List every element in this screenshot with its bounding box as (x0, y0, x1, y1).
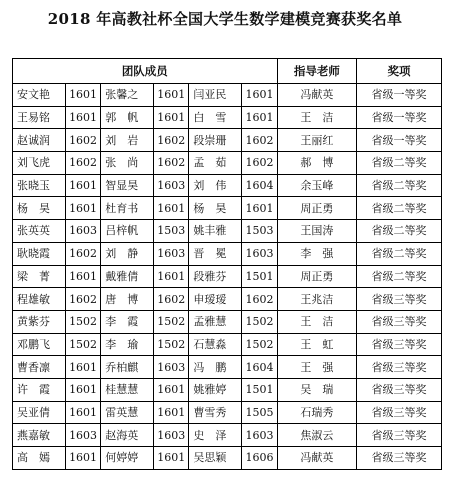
member-name: 黄紫芬 (13, 310, 66, 333)
award-level: 省级三等奖 (357, 333, 442, 356)
member-name: 杜育书 (101, 197, 154, 220)
award-header: 奖项 (357, 59, 442, 84)
member-class: 1601 (242, 197, 277, 220)
member-name: 曹雪秀 (189, 401, 242, 424)
member-class: 1601 (65, 197, 100, 220)
member-name: 梁 菁 (13, 265, 66, 288)
member-class: 1601 (154, 106, 189, 129)
advisor-name: 王 洁 (277, 106, 356, 129)
advisor-name: 冯献英 (277, 447, 356, 470)
table-row (13, 356, 442, 379)
member-class: 1601 (154, 401, 189, 424)
member-class: 1601 (65, 378, 100, 401)
member-name: 冯 鹏 (189, 356, 242, 379)
award-level: 省级一等奖 (357, 106, 442, 129)
member-name: 孟 茹 (189, 152, 242, 175)
member-class: 1602 (65, 242, 100, 265)
member-name: 刘 岩 (101, 129, 154, 152)
member-class: 1601 (242, 84, 277, 107)
member-class: 1501 (242, 265, 277, 288)
member-name: 姚雅婷 (189, 378, 242, 401)
member-name: 白 雪 (189, 106, 242, 129)
member-class: 1603 (242, 242, 277, 265)
member-name: 乔柏麒 (101, 356, 154, 379)
member-class: 1603 (154, 424, 189, 447)
member-name: 晋 冕 (189, 242, 242, 265)
member-name: 戴雅倩 (101, 265, 154, 288)
member-name: 张英英 (13, 220, 66, 243)
member-name: 张晓玉 (13, 174, 66, 197)
member-name: 赵诚润 (13, 129, 66, 152)
member-class: 1502 (242, 310, 277, 333)
member-class: 1601 (154, 197, 189, 220)
member-class: 1606 (242, 447, 277, 470)
member-name: 王易铭 (13, 106, 66, 129)
advisor-name: 冯献英 (277, 84, 356, 107)
member-name: 石慧淼 (189, 333, 242, 356)
advisor-name: 郝 博 (277, 152, 356, 175)
page-title: 2018 年高教社杯全国大学生数学建模竞赛获奖名单 (47, 10, 403, 28)
member-name: 郭 帆 (101, 106, 154, 129)
member-class: 1601 (154, 84, 189, 107)
table-row (13, 265, 442, 288)
member-class: 1502 (242, 333, 277, 356)
member-name: 史 泽 (189, 424, 242, 447)
member-class: 1602 (242, 288, 277, 311)
member-name: 吕梓帆 (101, 220, 154, 243)
member-name: 刘飞虎 (13, 152, 66, 175)
member-class: 1601 (65, 265, 100, 288)
award-level: 省级三等奖 (357, 378, 442, 401)
member-class: 1601 (154, 378, 189, 401)
member-name: 申瑷瑷 (189, 288, 242, 311)
member-class: 1603 (154, 242, 189, 265)
member-name: 雷英慧 (101, 401, 154, 424)
member-class: 1503 (154, 220, 189, 243)
member-class: 1601 (65, 401, 100, 424)
member-class: 1602 (242, 152, 277, 175)
advisor-name: 王国涛 (277, 220, 356, 243)
award-level: 省级三等奖 (357, 447, 442, 470)
award-table (12, 58, 442, 470)
award-level: 省级一等奖 (357, 84, 442, 107)
member-name: 段雅芬 (189, 265, 242, 288)
member-name: 何婷婷 (101, 447, 154, 470)
award-level: 省级二等奖 (357, 152, 442, 175)
award-level: 省级三等奖 (357, 288, 442, 311)
member-class: 1603 (242, 424, 277, 447)
member-name: 许 霞 (13, 378, 66, 401)
advisor-header: 指导老师 (277, 59, 356, 84)
advisor-name: 焦淑云 (277, 424, 356, 447)
table-row (13, 106, 442, 129)
header-row (13, 59, 442, 84)
team-members-header: 团队成员 (13, 59, 278, 84)
award-level: 省级二等奖 (357, 220, 442, 243)
award-level: 省级二等奖 (357, 174, 442, 197)
member-class: 1501 (242, 378, 277, 401)
member-class: 1602 (154, 288, 189, 311)
member-class: 1603 (65, 220, 100, 243)
member-class: 1505 (242, 401, 277, 424)
advisor-name: 王兆洁 (277, 288, 356, 311)
member-name: 吴思颖 (189, 447, 242, 470)
member-class: 1604 (242, 174, 277, 197)
member-class: 1502 (154, 333, 189, 356)
table-row (13, 152, 442, 175)
table-row (13, 288, 442, 311)
member-class: 1603 (65, 424, 100, 447)
member-name: 吴亚倩 (13, 401, 66, 424)
member-class: 1601 (65, 84, 100, 107)
member-name: 杨 昊 (189, 197, 242, 220)
member-class: 1601 (154, 447, 189, 470)
table-row (13, 129, 442, 152)
advisor-name: 王丽红 (277, 129, 356, 152)
advisor-name: 王 强 (277, 356, 356, 379)
award-table-body (13, 84, 442, 470)
member-class: 1601 (65, 356, 100, 379)
award-level: 省级三等奖 (357, 310, 442, 333)
award-level: 省级三等奖 (357, 424, 442, 447)
member-class: 1502 (154, 310, 189, 333)
member-name: 燕嘉敏 (13, 424, 66, 447)
table-row (13, 220, 442, 243)
member-class: 1602 (154, 152, 189, 175)
member-name: 唐 博 (101, 288, 154, 311)
award-level: 省级二等奖 (357, 197, 442, 220)
advisor-name: 王 虹 (277, 333, 356, 356)
table-row (13, 378, 442, 401)
member-name: 邓鹏飞 (13, 333, 66, 356)
advisor-name: 石瑞秀 (277, 401, 356, 424)
advisor-name: 吴 瑞 (277, 378, 356, 401)
member-name: 李 霞 (101, 310, 154, 333)
member-class: 1601 (65, 174, 100, 197)
member-class: 1602 (242, 129, 277, 152)
member-name: 耿晓霞 (13, 242, 66, 265)
award-level: 省级二等奖 (357, 265, 442, 288)
member-class: 1602 (65, 152, 100, 175)
table-row (13, 310, 442, 333)
member-name: 曹香凛 (13, 356, 66, 379)
advisor-name: 周正勇 (277, 197, 356, 220)
table-row (13, 242, 442, 265)
member-class: 1602 (65, 288, 100, 311)
award-level: 省级三等奖 (357, 401, 442, 424)
table-row (13, 401, 442, 424)
table-row (13, 84, 442, 107)
member-class: 1602 (154, 129, 189, 152)
member-class: 1602 (65, 129, 100, 152)
table-row (13, 333, 442, 356)
member-class: 1603 (154, 356, 189, 379)
member-name: 张馨之 (101, 84, 154, 107)
member-name: 程雄敏 (13, 288, 66, 311)
advisor-name: 王 洁 (277, 310, 356, 333)
member-class: 1603 (154, 174, 189, 197)
member-name: 刘 静 (101, 242, 154, 265)
member-class: 1502 (65, 310, 100, 333)
member-class: 1601 (242, 106, 277, 129)
advisor-name: 周正勇 (277, 265, 356, 288)
member-name: 刘 伟 (189, 174, 242, 197)
award-level: 省级二等奖 (357, 242, 442, 265)
advisor-name: 余玉峰 (277, 174, 356, 197)
member-name: 智显昊 (101, 174, 154, 197)
member-name: 孟雅慧 (189, 310, 242, 333)
award-level: 省级一等奖 (357, 129, 442, 152)
member-class: 1601 (65, 447, 100, 470)
member-name: 高 嫣 (13, 447, 66, 470)
table-row (13, 424, 442, 447)
member-name: 李 瑜 (101, 333, 154, 356)
member-class: 1503 (242, 220, 277, 243)
member-name: 桂慧慧 (101, 378, 154, 401)
advisor-name: 李 强 (277, 242, 356, 265)
member-class: 1604 (242, 356, 277, 379)
member-name: 张 尚 (101, 152, 154, 175)
member-name: 姚丰雅 (189, 220, 242, 243)
member-class: 1502 (65, 333, 100, 356)
member-name: 安文艳 (13, 84, 66, 107)
member-name: 赵海英 (101, 424, 154, 447)
member-name: 杨 昊 (13, 197, 66, 220)
member-name: 段崇珊 (189, 129, 242, 152)
table-row (13, 447, 442, 470)
award-level: 省级三等奖 (357, 356, 442, 379)
member-class: 1601 (154, 265, 189, 288)
member-name: 闫亚民 (189, 84, 242, 107)
table-row (13, 174, 442, 197)
member-class: 1601 (65, 106, 100, 129)
table-row (13, 197, 442, 220)
